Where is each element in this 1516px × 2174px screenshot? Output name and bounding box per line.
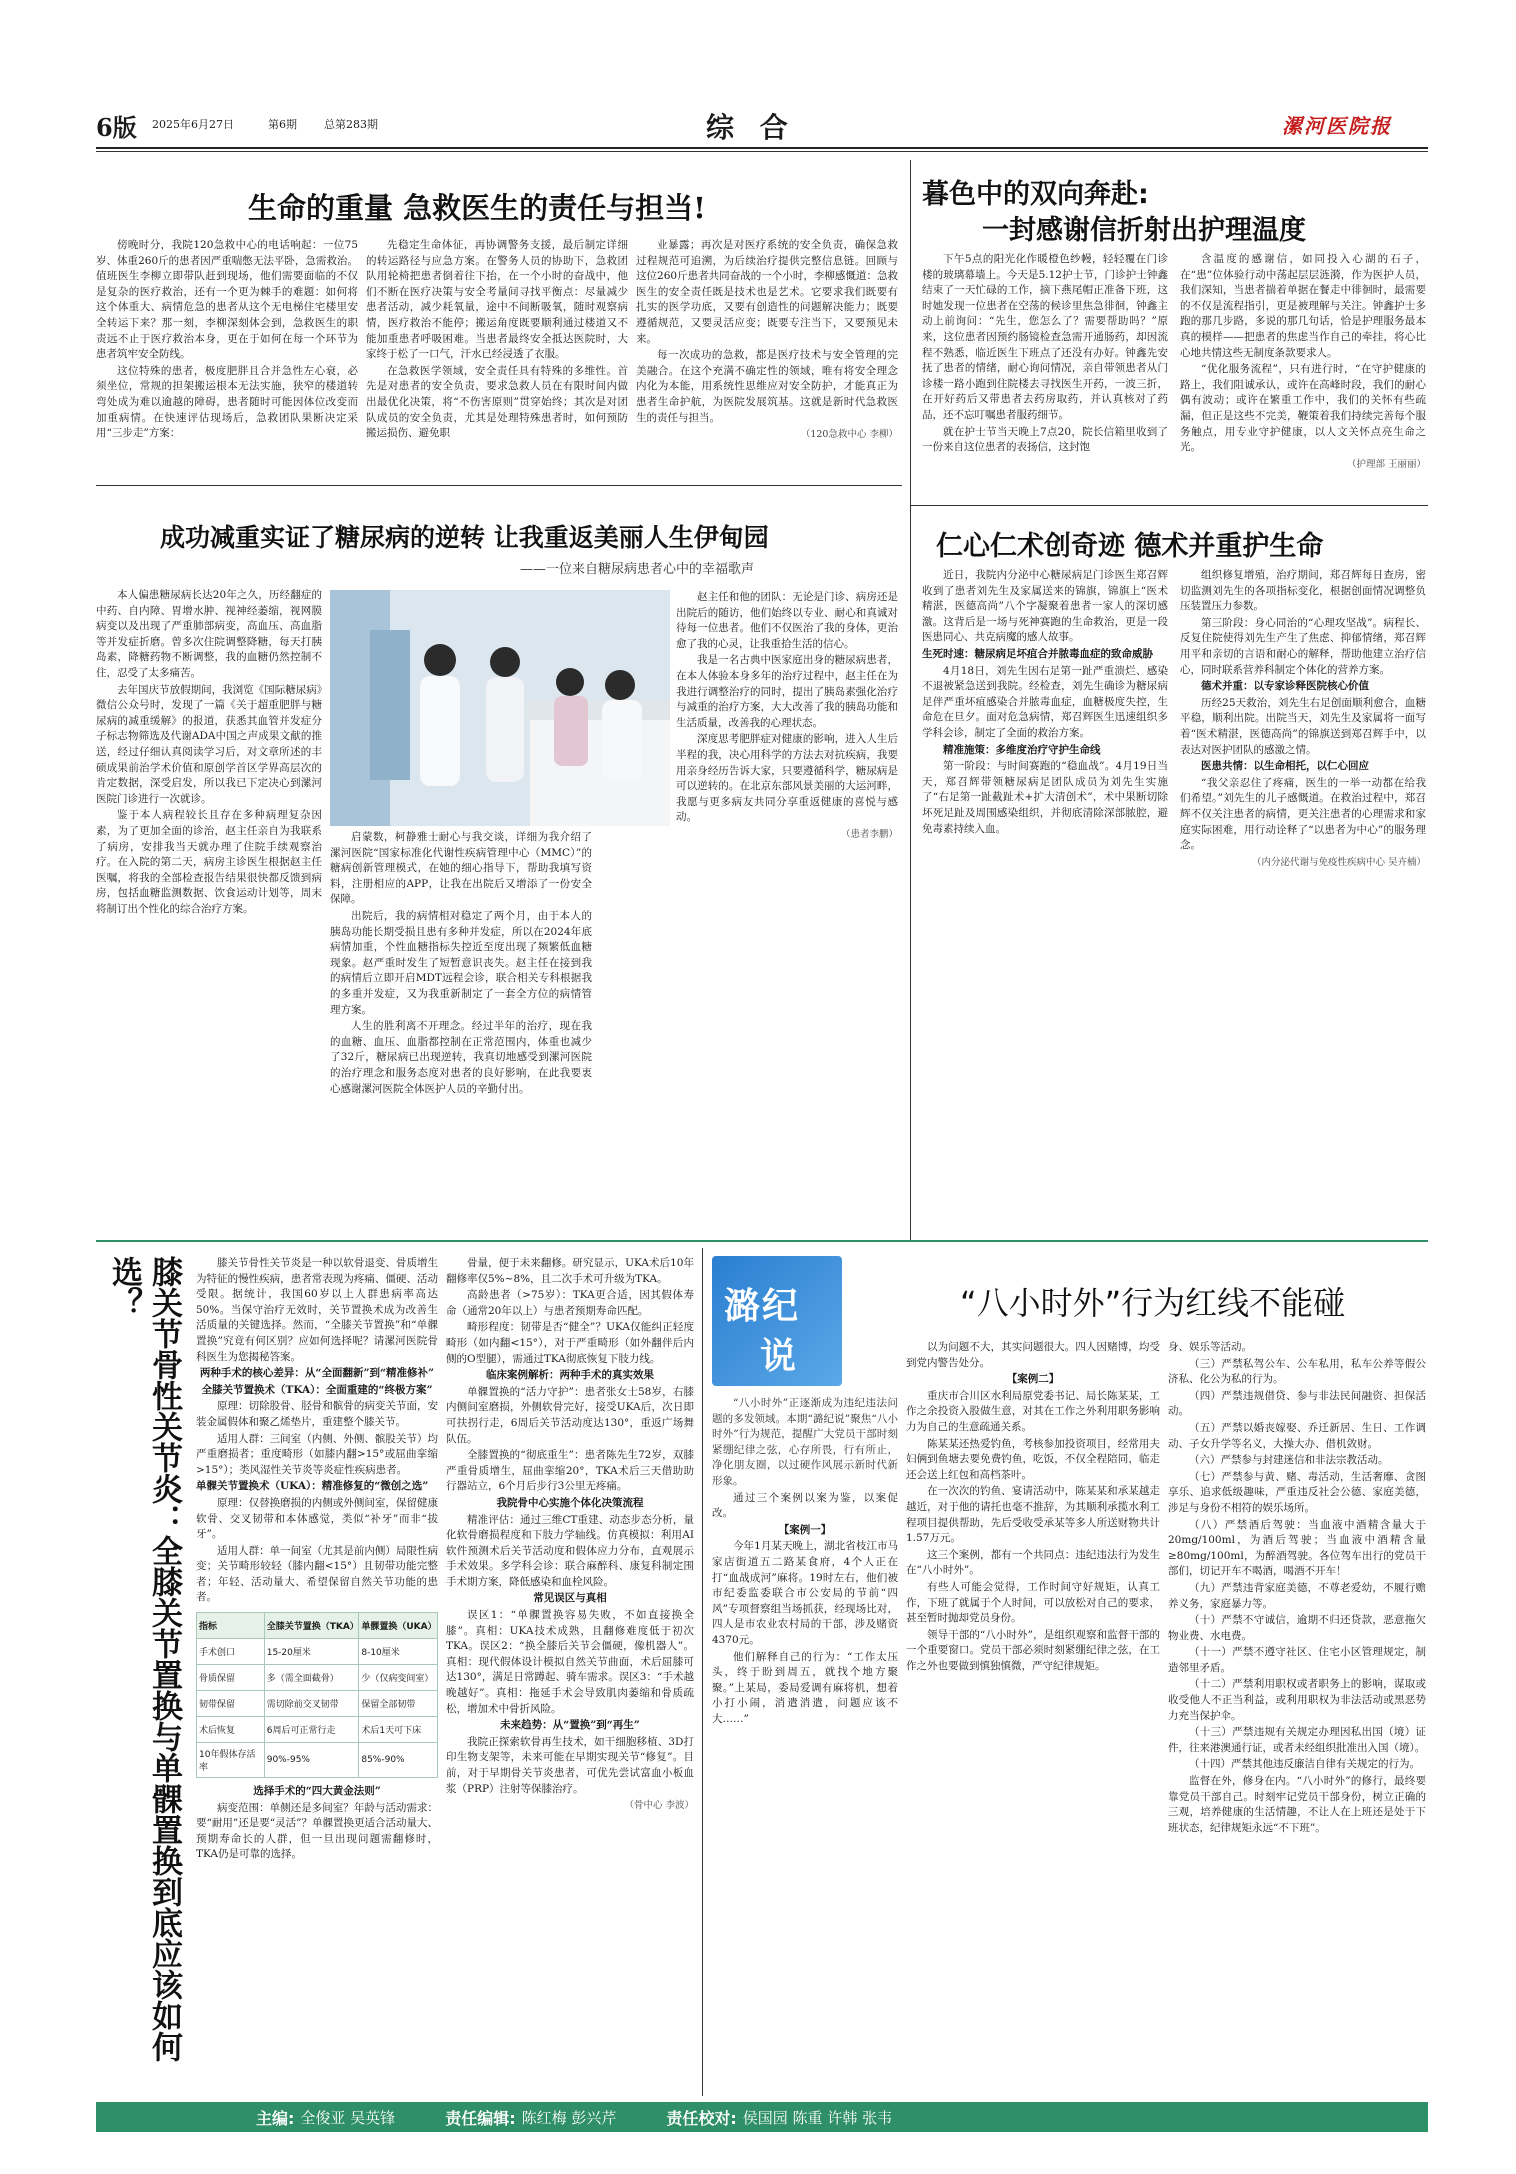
table-cell: 韧带保留 [197, 1691, 265, 1717]
article5-subheading: 临床案例解析：两种手术的真实效果 [486, 1369, 654, 1382]
article5-title: 膝关节骨性关节炎：全膝关节置换与单髁置换到底应该如何选？ [106, 1256, 182, 2062]
table-cell: 6周后可正常行走 [264, 1717, 359, 1743]
table-row [197, 1717, 438, 1743]
table-cell: 85%-90% [359, 1743, 438, 1778]
article3-paragraph: 出院后，我的病情相对稳定了两个月，由于本人的胰岛功能长期受损且患有多种并发症，所以在2024年底病情加重，个性血糖指标失控近至度出现了频繁低血糖现象。赵严重时发生了短暂意识丧失。赵主任在接到我的病情后立即开启MDT远程会诊，联合相关专科根据我的多重并发症，又为我重新制定了一套全方位的病情管理方案。 [330, 909, 592, 1016]
article4-paragraph: 组织修复增殖，治疗期间，郑召辉每日查房，密切监测刘先生的各项指标变化，根据创面情况调整负压装置压力参数。 [1180, 569, 1426, 613]
responsible-editor-label: 责任编辑: [445, 2108, 516, 2128]
article6-col3 [1168, 1340, 1426, 2092]
article6-rule: 身、娱乐等活动。 [1168, 1341, 1252, 1353]
article3-paragraph: 深度思考肥胖症对健康的影响，进入人生后半程的我，决心用科学的方法去对抗疾病，我要用亲身经历告诉大家，只要遵循科学，糖尿病是可以逆转的。在北京东部风景美丽的大运河畔，我愿与更多病友共同分享重返健康的喜悦与感动。 [676, 733, 898, 824]
masthead [96, 100, 1428, 146]
table-cell: 多（需全面截骨） [264, 1665, 359, 1691]
table-row [197, 1743, 438, 1778]
article6-col2 [906, 1340, 1160, 2092]
article6-rule: （四）严禁违规借贷、参与非法民间融资、担保活动。 [1168, 1389, 1426, 1418]
table-header: 全膝关节置换（TKA） [264, 1613, 359, 1639]
article6-col1 [712, 1396, 898, 2092]
article6-paragraph: 在一次次的钓鱼、宴请活动中，陈某某和承某越走越近，对于他的请托也毫不推辞，为其顺利承揽水利工程项目提供帮助，先后受收受承某等多人所送财物共计1.57万元。 [906, 1485, 1160, 1545]
article5-col2 [446, 1256, 694, 2092]
article5-col1 [196, 1256, 438, 2092]
article6-paragraph: 领导干部的“八小时外”，是组织观察和监督干部的一个重要窗口。党员干部必须时刻紧绷纪律之弦，在工作之外也要做到慎独慎微，严守纪律规矩。 [906, 1628, 1160, 1672]
article3-title: 成功减重实证了糖尿病的逆转 让我重返美丽人生伊甸园 [160, 523, 769, 552]
article4-col2 [1180, 568, 1426, 1230]
paper-logo: 漯河医院报 [1282, 114, 1392, 138]
article5-paragraph: 适用人群：单一间室（尤其是前内侧）局限性病变；关节畸形较轻（膝内翻<15°）且韧带功能完整者；年轻、活动量大、希望保留自然关节功能的患者。 [196, 1544, 438, 1604]
article6-rule: （十一）严禁不遵守社区、住宅小区管理规定，制造邻里矛盾。 [1168, 1646, 1426, 1674]
article5-paragraph: 高龄患者（>75岁）：TKA更合适，因其假体寿命（通常20年以上）与患者预期寿命匹配。 [446, 1289, 694, 1317]
table-cell: 手术创口 [197, 1639, 265, 1665]
article5-subheading: 单髁关节置换术（UKA）：精准修复的“微创之选” [196, 1480, 429, 1493]
article5-paragraph: 骨量，便于未来翻修。研究显示，UKA术后10年翻修率仅5%~8%，且二次手术可升级为TKA。 [446, 1257, 694, 1285]
article6-paragraph: 以为问题不大，其实问题很大。四人因赌博，均受到党内警告处分。 [906, 1341, 1160, 1369]
article6-rule: （八）严禁酒后驾驶：当血液中酒精含量大于20mg/100ml，为酒后驾驶；当血液中酒精含量≥80mg/100ml，为醉酒驾驶。各位驾车出行的党员干部们，切记开车不喝酒，喝酒不开车！ [1168, 1518, 1426, 1578]
issue-number: 第6期 [268, 118, 297, 131]
divider [910, 160, 911, 505]
article3-col1 [96, 588, 322, 1230]
section-name: 综 合 [706, 111, 796, 144]
article6-title: “八小时外”行为红线不能碰 [960, 1284, 1346, 1322]
article4-title: 仁心仁术创奇迹 德术并重护生命 [936, 531, 1324, 562]
article2-paragraph: “优化服务流程”，只有进行时，“在守护健康的路上，我们阻诚承认，或许在高峰时段，我们的耐心偶有波动；或许在繁重工作中，我们的关怀有些疏漏，但正是这些不完美，鞭策着我们持续完善每个服务触点，用专业守护健康，以人文关怀点亮生命之光。 [1180, 363, 1426, 454]
article1-paragraph: 这位特殊的患者，极度肥胖且合并急性左心衰，必须坐位，常规的担架搬运根本无法实施，狭窄的楼道转弯处成为难以逾越的障碍，患者随时可能因体位改变而加重病情。在快速评估现场后，急救团队果断决定采用“三步走”方案： [96, 364, 358, 440]
article6-rule: （十二）严禁利用职权或者职务上的影响，谋取或收受他人不正当利益，或利用职权为非法活动或黑恶势力充当保护伞。 [1168, 1678, 1426, 1722]
article4-col1 [922, 568, 1168, 1230]
article5-paragraph: 适用人群：三间室（内侧、外侧、髌股关节）均严重磨损者；重度畸形（如膝内翻>15°或屈曲挛缩>15°）；类风湿性关节炎等炎症性疾病患者。 [196, 1432, 438, 1476]
ward-photo-illustration [330, 590, 670, 826]
article6-rule: （七）严禁参与黄、赌、毒活动，生活奢靡、贪图享乐、追求低级趣味，严重违反社会公德、家庭美德，涉足与身份不相符的娱乐场所。 [1168, 1470, 1426, 1514]
divider [96, 1240, 1428, 1242]
article5-paragraph: 病变范围：单侧还是多间室？年龄与活动需求：要“耐用”还是要“灵活”？单髁置换更适合活动量大、预期寿命长的人群，但一旦出现问题需翻修时，TKA仍是可靠的选择。 [196, 1801, 438, 1861]
article6-paragraph: 今年1月某天晚上，湖北省枝江市马家店街道五二路某食府，4个人正在打“血战成河”麻将。19时左右，他们被市纪委监委联合市公安局的节前“四风”专项督察组当场抓获，经现场比对，四人是市农业农村局的干部，涉及赌资4370元。 [712, 1540, 898, 1646]
table-cell: 术后恢复 [197, 1717, 265, 1743]
article4-subheading: 生死时速：糖尿病足坏疽合并脓毒血症的致命威胁 [922, 647, 1153, 660]
article1-paragraph: 先稳定生命体征，再协调警务支援，最后制定详细的转运路径与应急方案。在警务人员的协助下，急救团队用轮椅把患者倒着往下抬，在一个小时的奋战中，他们不断在医疗决策与安全考量间寻找平衡点：尽量减少患者活动，减少耗氧量，途中不间断吸氧，随时观察病情，医疗救治不能停；搬运角度既要顺利通过楼道又不能加重患者呼吸困难。当患者最终安全抵达医院时，大家终于松了一口气，汗水已经浸透了衣服。 [366, 239, 628, 361]
divider [702, 1248, 703, 2096]
table-cell: 15-20厘米 [264, 1639, 359, 1665]
article5-subheading: 全膝关节置换术（TKA）：全面重建的“终极方案” [201, 1383, 433, 1396]
article1-signature: （120急救中心 李柳） [800, 429, 898, 441]
article4-subheading: 精准施策：多维度治疗守护生命线 [943, 743, 1101, 756]
table-cell: 10年假体存活率 [197, 1743, 265, 1778]
article2-title-line1: 暮色中的双向奔赴: [922, 179, 1149, 210]
article4-paragraph: 第一阶段：与时间赛跑的“稳血战”。4月19日当天，郑召辉带领糖尿病足团队成员为刘先生实施了“右足第一趾截趾术+扩大清创术”，术中果断切除坏死足趾及周围感染组织，并彻底清除深部脓腔，避免毒素持续入血。 [922, 760, 1168, 835]
masthead-rule-thin [96, 151, 1428, 152]
article5-subheading: 我院骨中心实施个体化决策流程 [496, 1496, 644, 1509]
article5-paragraph: 全膝置换的“彻底重生”：患者陈先生72岁，双膝严重骨质增生，屈曲挛缩20°，TKA术后三天借助助行器站立，6个月后步行3公里无疼痛。 [446, 1449, 694, 1493]
article6-paragraph: 他们解释自己的行为：“工作太压头，终于盼到周五，就找个地方聚聚。”上某局，委局爱调有麻将机，想着小打小闹，消遣消遣，问题应该不大……” [712, 1650, 898, 1725]
article3-paragraph: 我是一名古典中医家庭出身的糖尿病患者，在本人体验本身多年的治疗过程中，赵主任在为我进行调整治疗的同时，提出了胰岛素强化治疗与减重的治疗方案，大大改善了我的胰岛功能和生活质量，改善我的心理状态。 [676, 654, 898, 729]
comparison-table [196, 1612, 438, 1778]
article5-paragraph: 我院正探索软骨再生技术，如干细胞移植、3D打印生物支架等，未来可能在早期实现关节“修复”。目前，对于早期骨关节炎患者，可优先尝试富血小板血浆（PRP）注射等保膝治疗。 [446, 1735, 694, 1795]
article3-paragraph: 人生的胜利离不开理念。经过半年的治疗，现在我的血糖、血压、血脂都控制在正常范围内，体重也减少了32斤，糖尿病已出现逆转，我真切地感受到漯河医院的治疗理念和服务态度对患者的良好影响，在此我要衷心感谢漯河医院全体医护人员的辛勤付出。 [330, 1020, 592, 1095]
luji-logo-text: 潞纪 [724, 1286, 801, 1327]
table-header: 指标 [197, 1613, 265, 1639]
editor-label: 主编: [256, 2108, 295, 2128]
article5-paragraph: 原理：仅替换磨损的内侧或外侧间室，保留健康软骨、交叉韧带和本体感觉，类似“补牙”而非“拔牙”。 [196, 1496, 438, 1541]
article6-intro: “八小时外”正逐渐成为违纪违法问题的多发领域。本期“潞纪说”聚焦“八小时外”行为规范，提醒广大党员干部时刻紧绷纪律之弦，心存所畏，行有所止，净化朋友圈，以过硬作风展示新时代新形象。 [712, 1397, 898, 1487]
article6-rule: （十三）严禁违规有关规定办理因私出国（境）证件，往来港澳通行证，或者未经组织批准出入国（境）。 [1168, 1726, 1426, 1754]
article6-rule: （三）严禁私驾公车、公车私用，私车公养等假公济私、化公为私的行为。 [1168, 1357, 1426, 1386]
article4-paragraph: 近日，我院内分泌中心糖尿病足门诊医生郑召辉收到了患者刘先生及家属送来的锦旗，锦旗上“医术精湛，医德高尚”八个字凝聚着患者一家人的深切感激。这背后是一场与死神赛跑的生命救治，更是一段医患同心、共克病魔的感人故事。 [922, 569, 1168, 644]
article6-paragraph: 这三个案例，都有一个共同点：违纪违法行为发生在“八小时外”。 [906, 1548, 1160, 1577]
article6-intro: 通过三个案例以案为鉴，以案促改。 [712, 1491, 898, 1520]
table-header: 单髁置换（UKA） [359, 1613, 438, 1639]
editor-names: 全俊亚 吴英锋 [300, 2108, 396, 2127]
article5-subheading: 两种手术的核心差异：从“全面翻新”到“精准修补” [199, 1367, 435, 1380]
article3-col2 [330, 830, 592, 1230]
divider [910, 505, 1428, 506]
article6-rule: （六）严禁参与封建迷信和非法宗教活动。 [1189, 1454, 1389, 1467]
article5-signature: （骨中心 李波） [624, 1800, 694, 1812]
article1-title: 生命的重量 急救医生的责任与担当! [248, 191, 706, 225]
article2-title-line2: 一封感谢信折射出护理温度 [982, 215, 1306, 246]
article6-rule: （十四）严禁其他违反廉洁自律有关规定的行为。 [1189, 1758, 1420, 1771]
table-header-row [197, 1613, 438, 1639]
proofreader-label: 责任校对: [666, 2108, 737, 2128]
article1-paragraph: 业暴露；再次是对医疗系统的安全负责，确保急救过程规范可追溯，为后续治疗提供完整信息链。回顾与这位260斤患者共同奋战的一个小时，李柳感慨道：急救医生的安全责任既是技术也是艺术。它要求我们既要有扎实的医学功底，又要有创造性的问题解决能力；既要遵循规范，又要灵活应变；既要专注当下，又要预见未来。 [636, 239, 898, 345]
article6-case-heading: 【案例一】 [778, 1523, 832, 1536]
article5-subheading: 常见误区与真相 [533, 1592, 607, 1605]
article3-paragraph: 去年国庆节放假期间，我浏览《国际糖尿病》微信公众号时，发现了一篇《关于超重肥胖与糖尿病的减重缓解》的报道，获悉其血管并发症分子标志物筛选及代谢ADA中国之声成果文献的推送，经过仔细认真阅读学习后，对文章所述的丰硕成果前治学术价值和原创学首区学界高层次的肯定数据，深受启发，所以我已下定决心到漯河医院门诊进行一次就诊。 [96, 683, 322, 805]
article4-subheading: 医患共情：以生命相托，以仁心回应 [1201, 760, 1369, 773]
article1-paragraph: 每一次成功的急救，都是医疗技术与安全管理的完美融合。在这个充满不确定性的领域，唯有将安全理念内化为本能，用系统性思维应对安全防护，才能真正为患者生命护航，为医院发展筑基。这就是新时代急救医生的责任与担当。 [636, 349, 898, 424]
issue-total: 总第283期 [324, 118, 378, 131]
article6-paragraph: 重庆市合川区水利局原党委书记、局长陈某某，工作之余投资入股做生意，对其在工作之外利用职务影响力为自己的生意疏通关系。 [906, 1389, 1160, 1433]
article6-paragraph: 有些人可能会觉得，工作时间守好规矩，认真工作，下班了就属于个人时间，可以放松对自己的要求，甚至暂时抛却党员身份。 [906, 1580, 1160, 1625]
table-row [197, 1639, 438, 1665]
article5-subheading: 选择手术的“四大黄金法则” [253, 1785, 381, 1798]
proofreader-names: 侯国园 陈重 许韩 张韦 [742, 2108, 893, 2127]
table-cell: 少（仅病变间室） [359, 1665, 438, 1691]
responsible-editor-names: 陈红梅 彭兴芹 [521, 2108, 617, 2127]
article2-paragraph: 下午5点的阳光化作暖橙色纱幔，轻轻覆在门诊楼的玻璃幕墙上。今天是5.12护士节，门诊护士钟鑫结束了一天忙碌的工作，摘下燕尾帽正准备下班，这时她发现一位患者在空荡的候诊里焦急徘徊，钟鑫主动上前询问：“先生，您怎么了？需要帮助吗？”原来，这位患者因预约肠镜检查急需开通肠药，却因流程不熟悉，临近医生下班点了还没有办好。钟鑫先安抚了患者的情绪，耐心询问情况，亲自带领患者从门诊楼一路小跑到住院楼去寻找医生开药，一波三折，在开好药后又带患者去药房取药，并认真核对了药品，还不忘叮嘱患者服药细节。 [922, 253, 1168, 421]
article3-paragraph: 本人偏患糖尿病长达20年之久，历经翻症的中药、自内障、胃增水肿、视神经萎缩，视网膜病变以及出现了严重肺部病变，高血压、高血脂等并发症折磨。曾多次住院调整降糖，每天打胰岛素，降糖药物不断调整，我的血糖仍然控制不住，忍受了太多痛苦。 [96, 589, 322, 679]
divider [910, 505, 911, 1240]
article6-paragraph: 监督在外，修身在内。“八小时外”的修行，最终要靠党员干部自己。时刻牢记党员干部身份，树立正确的三观，培养健康的生活情趣，不让人在上班还是处于下班状态，纪律规矩永远“不下班”。 [1168, 1775, 1426, 1834]
article5-paragraph: 单髁置换的“活力守护”：患者张女士58岁，右膝内侧间室磨损，外侧软骨完好，接受UKA后，次日即可扶拐行走，6周后关节活动度达130°，重返广场舞队伍。 [446, 1385, 694, 1445]
article1-col3 [636, 238, 898, 478]
ward-photo [330, 590, 670, 826]
article6-paragraph: 陈某某还热爱钓鱼，考核参加投资项目，经常用夫妇俩到鱼塘去要免费钓鱼，吃饭，不仅全程陪同，临走还会送上红包和高档茶叶。 [906, 1437, 1160, 1481]
article4-paragraph: 第三阶段：身心同治的“心理攻坚战”。病程长、反复住院使得刘先生产生了焦虑、抑郁情绪，郑召辉用平和亲切的言语和耐心的解释，帮助他建立治疗信心，同时联系营养科制定个体化的营养方案。 [1180, 616, 1426, 676]
article2-paragraph: 含温度的感谢信，如同投入心湖的石子，在“患”位体验行动中荡起层层涟漪，作为医护人员，我们深知，当患者揣着单据在餐走中徘徊时，最需要的不仅是流程指引，更是被理解与关注。钟鑫护士多跑的那几步路，多说的那几句话，恰是护理服务最本真的模样——把患者的焦虑当作自己的牵挂，将心比心地共情这些无制度条款要求人。 [1180, 253, 1426, 359]
luji-logo-text: 说 [760, 1336, 797, 1377]
article2-col1 [922, 252, 1168, 496]
article1-col2 [366, 238, 628, 478]
page-number: 6版 [96, 113, 137, 142]
table-row [197, 1665, 438, 1691]
article1-col1 [96, 238, 358, 478]
table-cell: 保留全部韧带 [359, 1691, 438, 1717]
table-cell: 90%-95% [264, 1743, 359, 1778]
masthead-rule [96, 147, 1428, 149]
article2-paragraph: 就在护士节当天晚上7点20，院长信箱里收到了一份来自这位患者的表扬信，这封饱 [922, 425, 1168, 454]
article5-paragraph: 畸形程度：韧带是否“健全”？UKA仅能纠正轻度畸形（如内翻<15°），对于严重畸形（如外翻伴后内侧的O型腿），需通过TKA彻底恢复下肢力线。 [446, 1321, 694, 1365]
article4-paragraph: “我父亲忍住了疼痛，医生的一举一动都在给我们希望。”刘先生的儿子感慨道。在救治过程中，郑召辉不仅关注患者的病情，更关注患者的心理需求和家庭实际困难，用行动诠释了“以患者为中心”的服务理念。 [1180, 776, 1426, 852]
luji-logo [712, 1256, 842, 1386]
article5-subheading: 未来趋势：从“置换”到“再生” [500, 1719, 640, 1732]
article3-signature: （患者李鹏） [840, 828, 898, 840]
article3-paragraph: 赵主任和他的团队：无论是门诊、病房还是出院后的随访，他们始终以专业、耐心和真诚对待每一位患者。他们不仅医治了我的身体，更治愈了我的心灵，让我重拾生活的信心。 [676, 591, 898, 650]
article6-rule: （九）严禁违背家庭美德，不尊老爱幼，不履行赡养义务，家庭暴力等。 [1168, 1581, 1426, 1610]
article3-paragraph: 启蒙数，柯静雅士耐心与我交谈，详细为我介绍了漯河医院“国家标准化代谢性疾病管理中心（MMC）”的糖病创新管理模式，在她的细心指导下，帮助我填写资料，注册相应的APP，让我在出院后又增添了一份安全保障。 [330, 831, 592, 906]
article1-paragraph: 傍晚时分，我院120急救中心的电话响起：一位75岁、体重260斤的患者因严重喘憋无法平卧，急需救治。值班医生李柳立即带队赶到现场，他们需要面临的不仅是复杂的医疗救治，还有一个更为棘手的难题：如何将这个体重大、病情危急的患者从这个无电梯住宅楼里安全转运下来？那一刻，李柳深刻体会到，急救医生的职责远不止于医疗救治本身，更在于如何在每一个环节为患者筑牢安全防线。 [96, 239, 358, 361]
article3-col3 [676, 590, 898, 1230]
article3-paragraph: 鉴于本人病程较长且存在多种病理复杂因素，为了更加全面的诊治，赵主任亲自为我联系了病房，安排我当天就办理了住院手续观察治疗。在入院的第二天，病房主诊医生根据赵主任医嘱，将我的全部检查报告结果很快都反馈到病房，包括血糖监测数据、饮食运动计划等，周末将制订出个性化的综合治疗方案。 [96, 809, 322, 915]
article5-paragraph: 原理：切除股骨、胫骨和髌骨的病变关节面，安装金属假体和聚乙烯垫片，重建整个膝关节。 [196, 1400, 438, 1428]
article1-paragraph: 在急救医学领域，安全责任具有特殊的多维性。首先是对患者的安全负责，要求急救人员在有限时间内做出最优化决策，将“不伤害原则”贯穿始终；其次是对团队成员的安全负责，尤其是处理特殊患者时，如何预防搬运损伤、避免职 [366, 364, 628, 440]
table-row [197, 1691, 438, 1717]
article6-rule: （十）严禁不守诚信，逾期不归还贷款，恶意拖欠物业费、水电费。 [1168, 1614, 1426, 1642]
article4-paragraph: 4月18日，刘先生因右足第一趾严重溃烂、感染不退被紧急送到我院。经检查，刘先生确诊为糖尿病足伴严重坏疽感染合并脓毒血症，血糖极度失控，生命危在旦夕。面对危急病情，郑召辉医生迅速组织多学科会诊，制定了全面的救治方案。 [922, 664, 1168, 739]
article3-subtitle: ——一位来自糖尿病患者心中的幸福歌声 [520, 562, 755, 577]
article6-rule: （五）严禁以婚丧嫁娶、乔迁新居、生日、工作调动、子女升学等名义，大操大办、借机敛财。 [1168, 1421, 1426, 1450]
table-cell: 8-10厘米 [359, 1639, 438, 1665]
credits-bar [96, 2102, 1428, 2132]
article2-signature: （护理部 王丽丽） [1346, 458, 1426, 470]
article5-vertical-title [104, 1256, 188, 2086]
article4-signature: （内分泌代谢与免疫性疾病中心 吴卉楠） [1251, 856, 1426, 868]
table-cell: 需切除前交叉韧带 [264, 1691, 359, 1717]
article4-subheading: 德术并重：以专家诊释医院核心价值 [1201, 680, 1369, 693]
article5-paragraph: 膝关节骨性关节炎是一种以软骨退变、骨质增生为特征的慢性疾病，患者常表现为疼痛、僵硬、活动受限。据统计，我国60岁以上人群患病率高达50%。当保守治疗无效时，关节置换术成为改善生活质量的关键选择。然而，“全膝关节置换”和“单髁置换”究竟有何区别？应如何选择呢？请漯河医院骨科医生为您揭秘答案。 [196, 1257, 438, 1363]
divider [96, 485, 902, 486]
table-cell: 术后1天可下床 [359, 1717, 438, 1743]
article4-paragraph: 历经25天救治，刘先生右足创面顺利愈合，血糖平稳，顺利出院。出院当天，刘先生及家属将一面写着“医术精湛，医德高尚”的锦旗送到郑召辉手中，以表达对医护团队的感激之情。 [1180, 696, 1426, 756]
article5-paragraph: 精准评估：通过三维CT重建、动态步态分析，量化软骨磨损程度和下肢力学轴线。仿真模拟：利用AI软件预测术后关节活动度和假体应力分布，直观展示手术效果。多学科会诊：联合麻醉科、康复科制定围手术期方案，降低感染和血栓风险。 [446, 1513, 694, 1588]
article2-col2 [1180, 252, 1426, 496]
article6-case-heading: 【案例二】 [1006, 1373, 1060, 1386]
table-cell: 骨质保留 [197, 1665, 265, 1691]
issue-date: 2025年6月27日 [152, 118, 234, 131]
article5-paragraph: 误区1：“单髁置换容易失败，不如直接换全膝”。真相：UKA技术成熟，且翻修难度低于初次TKA。误区2：“换全膝后关节会僵硬，像机器人”。真相：现代假体设计模拟自然关节曲面，术后屈膝可达130°，满足日常蹲起、骑车需求。误区3：“手术越晚越好”。真相：拖延手术会导致肌肉萎缩和骨质疏松，增加术中骨折风险。 [446, 1609, 694, 1715]
